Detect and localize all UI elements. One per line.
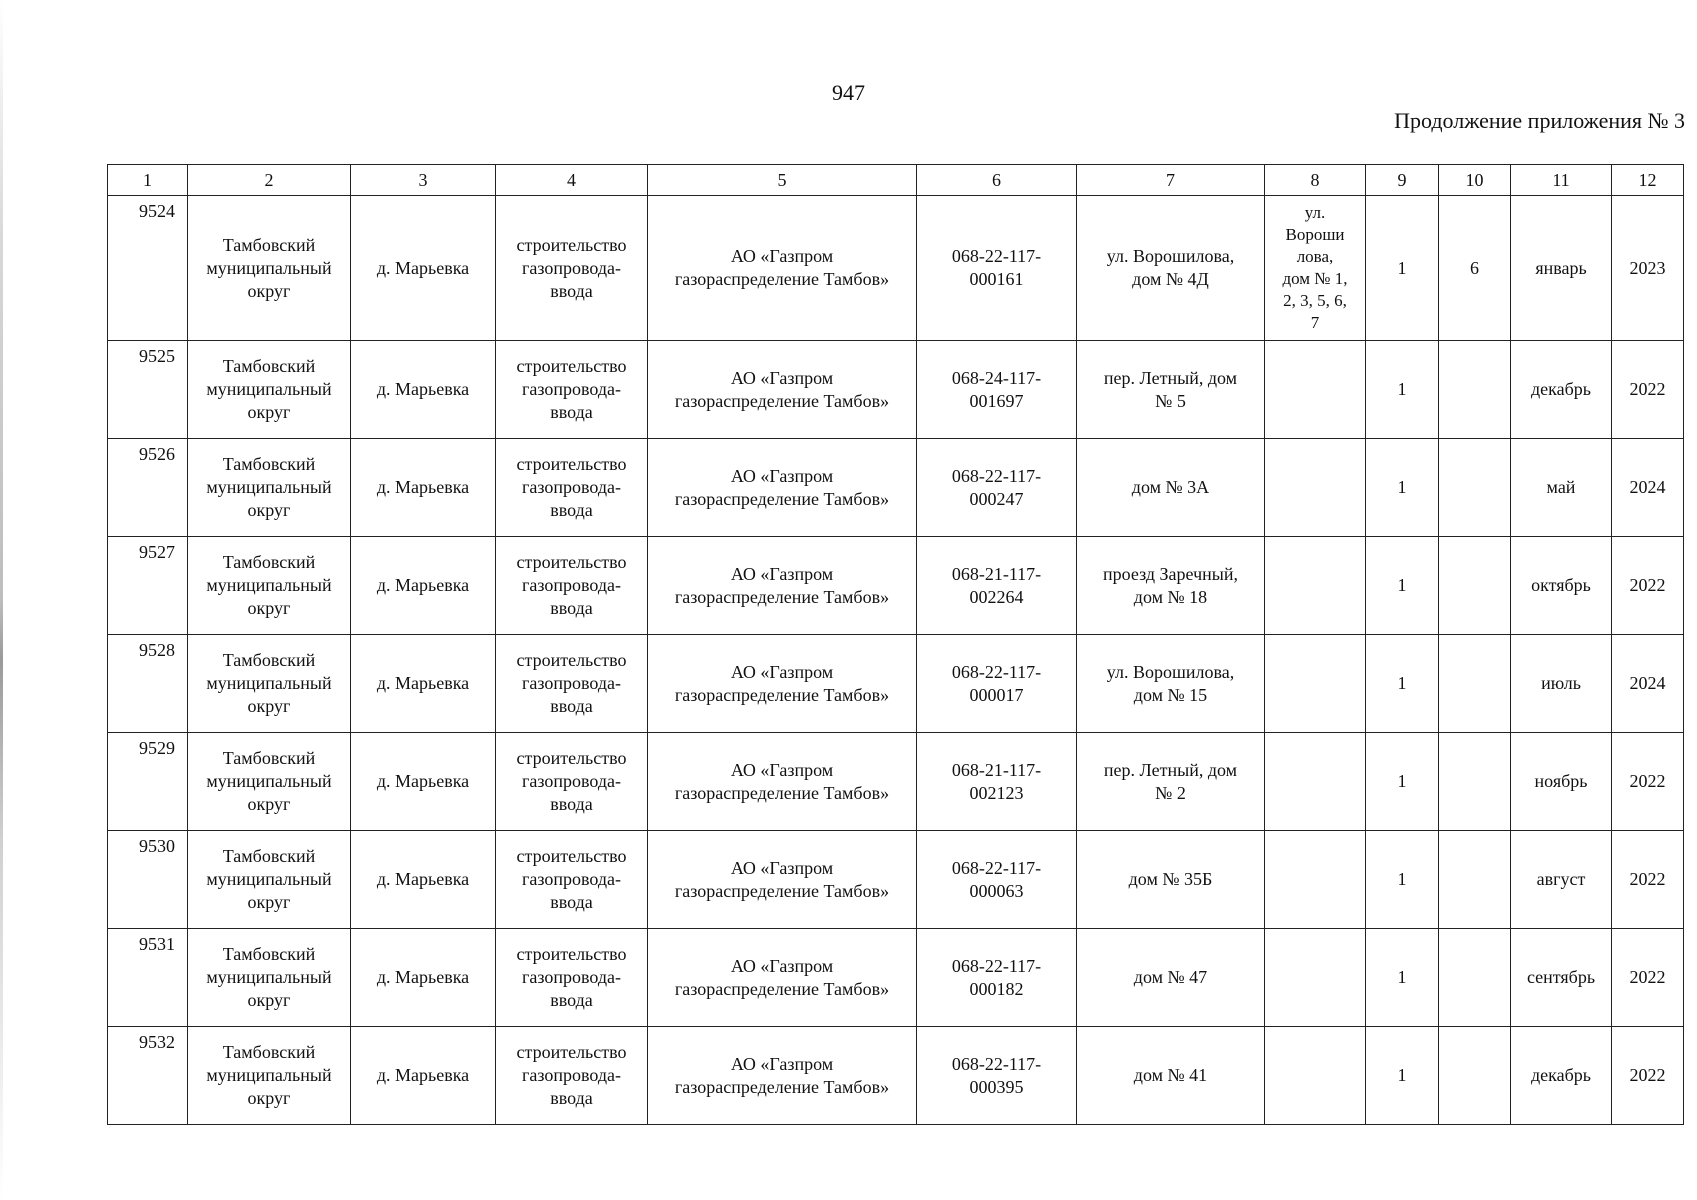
object-code-cell-line: 001697 xyxy=(969,390,1024,411)
column-9-cell: 1 xyxy=(1366,929,1439,1027)
column-8-cell xyxy=(1265,929,1366,1027)
district-cell-line: муниципальный xyxy=(206,967,332,987)
column-9-cell: 1 xyxy=(1366,341,1439,439)
district-cell xyxy=(188,635,351,733)
registry-table xyxy=(107,164,1684,1125)
column-8-cell-line: 7 xyxy=(1310,313,1320,332)
address-cell xyxy=(1077,439,1265,537)
district-cell xyxy=(188,439,351,537)
organization-cell xyxy=(648,929,917,1027)
district-cell-line: округ xyxy=(247,696,291,716)
work-type-cell-line: ввода xyxy=(550,500,593,520)
work-type-cell-line: строительство xyxy=(516,356,627,376)
organization-cell-line: АО «Газпром xyxy=(730,246,834,266)
locality-cell: д. Марьевка xyxy=(351,341,496,439)
organization-cell-line: газораспределение Тамбов» xyxy=(674,684,890,705)
work-type-cell xyxy=(496,341,648,439)
column-8-cell-line: дом № 1, xyxy=(1282,269,1348,288)
year-cell: 2022 xyxy=(1612,733,1684,831)
row-number: 9525 xyxy=(108,341,188,439)
object-code-cell-line: 068-22-117- xyxy=(951,1053,1042,1074)
column-header: 10 xyxy=(1439,165,1511,196)
locality-cell: д. Марьевка xyxy=(351,635,496,733)
work-type-cell xyxy=(496,733,648,831)
district-cell xyxy=(188,929,351,1027)
object-code-cell-line: 000247 xyxy=(969,488,1024,509)
column-9-cell: 1 xyxy=(1366,635,1439,733)
district-cell-line: округ xyxy=(247,500,291,520)
work-type-cell-line: газопровода- xyxy=(521,869,621,889)
organization-cell-line: газораспределение Тамбов» xyxy=(674,269,890,289)
district-cell-line: Тамбовский xyxy=(222,846,316,866)
district-cell-line: округ xyxy=(247,1088,291,1108)
district-cell-line: округ xyxy=(247,794,291,814)
address-cell xyxy=(1077,831,1265,929)
district-cell-line: муниципальный xyxy=(206,575,332,595)
object-code-cell xyxy=(917,537,1077,635)
table-row xyxy=(108,733,1684,831)
organization-cell-line: АО «Газпром xyxy=(730,661,834,682)
work-type-cell-line: ввода xyxy=(550,402,593,422)
column-8-cell-line: ул. xyxy=(1304,203,1326,222)
work-type-cell-line: ввода xyxy=(550,696,593,716)
table-body xyxy=(108,196,1684,1125)
locality-cell: д. Марьевка xyxy=(351,196,496,341)
organization-cell xyxy=(648,831,917,929)
column-header: 8 xyxy=(1265,165,1366,196)
district-cell-line: Тамбовский xyxy=(222,944,316,964)
column-9-cell: 1 xyxy=(1366,733,1439,831)
locality-cell: д. Марьевка xyxy=(351,537,496,635)
month-cell: январь xyxy=(1511,196,1612,341)
organization-cell-line: газораспределение Тамбов» xyxy=(674,390,890,411)
district-cell-line: муниципальный xyxy=(206,771,332,791)
column-header: 12 xyxy=(1612,165,1684,196)
work-type-cell-line: строительство xyxy=(516,552,627,572)
district-cell-line: муниципальный xyxy=(206,673,332,693)
column-9-cell: 1 xyxy=(1366,196,1439,341)
address-cell-line: ул. Ворошилова, xyxy=(1106,661,1235,682)
month-cell: декабрь xyxy=(1511,1027,1612,1125)
address-cell-line: дом № 18 xyxy=(1133,586,1208,607)
district-cell-line: Тамбовский xyxy=(222,234,316,255)
column-header: 9 xyxy=(1366,165,1439,196)
district-cell-line: муниципальный xyxy=(206,379,332,399)
organization-cell xyxy=(648,341,917,439)
address-cell-line: пер. Летный, дом xyxy=(1103,367,1238,388)
column-header: 7 xyxy=(1077,165,1265,196)
month-cell: октябрь xyxy=(1511,537,1612,635)
object-code-cell xyxy=(917,733,1077,831)
row-number: 9531 xyxy=(108,929,188,1027)
organization-cell xyxy=(648,196,917,341)
address-cell-line: дом № 15 xyxy=(1133,684,1208,705)
district-cell-line: муниципальный xyxy=(206,869,332,889)
table-row xyxy=(108,635,1684,733)
organization-cell-line: газораспределение Тамбов» xyxy=(674,1076,890,1097)
column-10-cell: 6 xyxy=(1439,196,1511,341)
column-10-cell xyxy=(1439,733,1511,831)
object-code-cell-line: 068-22-117- xyxy=(951,465,1042,486)
column-9-cell: 1 xyxy=(1366,439,1439,537)
address-cell-line: № 2 xyxy=(1155,782,1186,803)
year-cell: 2022 xyxy=(1612,341,1684,439)
district-cell-line: Тамбовский xyxy=(222,748,316,768)
district-cell-line: округ xyxy=(247,990,291,1010)
column-10-cell xyxy=(1439,831,1511,929)
work-type-cell-line: строительство xyxy=(516,234,627,255)
district-cell-line: муниципальный xyxy=(206,257,332,278)
object-code-cell-line: 000395 xyxy=(969,1076,1024,1097)
column-9-cell: 1 xyxy=(1366,537,1439,635)
object-code-cell-line: 068-22-117- xyxy=(951,661,1042,682)
address-cell xyxy=(1077,929,1265,1027)
column-header: 5 xyxy=(648,165,917,196)
district-cell-line: муниципальный xyxy=(206,477,332,497)
address-cell-line: ул. Ворошилова, xyxy=(1106,246,1235,266)
organization-cell-line: газораспределение Тамбов» xyxy=(674,978,890,999)
district-cell-line: округ xyxy=(247,892,291,912)
work-type-cell-line: ввода xyxy=(550,794,593,814)
table-row xyxy=(108,929,1684,1027)
month-cell: ноябрь xyxy=(1511,733,1612,831)
work-type-cell-line: ввода xyxy=(550,1088,593,1108)
address-cell xyxy=(1077,733,1265,831)
object-code-cell-line: 000161 xyxy=(969,269,1024,289)
year-cell: 2023 xyxy=(1612,196,1684,341)
object-code-cell-line: 000063 xyxy=(969,880,1024,901)
work-type-cell-line: ввода xyxy=(550,892,593,912)
table-row xyxy=(108,1027,1684,1125)
column-9-cell: 1 xyxy=(1366,1027,1439,1125)
address-cell xyxy=(1077,635,1265,733)
year-cell: 2022 xyxy=(1612,1027,1684,1125)
table-row xyxy=(108,341,1684,439)
organization-cell-line: газораспределение Тамбов» xyxy=(674,782,890,803)
organization-cell-line: газораспределение Тамбов» xyxy=(674,586,890,607)
organization-cell xyxy=(648,635,917,733)
work-type-cell-line: газопровода- xyxy=(521,673,621,693)
column-8-cell xyxy=(1265,733,1366,831)
column-header: 6 xyxy=(917,165,1077,196)
district-cell-line: Тамбовский xyxy=(222,454,316,474)
column-8-cell xyxy=(1265,439,1366,537)
address-cell-line: пер. Летный, дом xyxy=(1103,759,1238,780)
organization-cell-line: АО «Газпром xyxy=(730,1053,834,1074)
object-code-cell-line: 068-21-117- xyxy=(951,563,1042,584)
work-type-cell-line: строительство xyxy=(516,846,627,866)
year-cell: 2024 xyxy=(1612,635,1684,733)
column-10-cell xyxy=(1439,635,1511,733)
address-cell xyxy=(1077,196,1265,341)
month-cell: сентябрь xyxy=(1511,929,1612,1027)
column-header: 4 xyxy=(496,165,648,196)
page-number: 947 xyxy=(832,80,865,105)
address-cell-line: дом № 4Д xyxy=(1132,269,1209,289)
work-type-cell-line: газопровода- xyxy=(521,771,621,791)
locality-cell: д. Марьевка xyxy=(351,929,496,1027)
address-cell xyxy=(1077,341,1265,439)
district-cell xyxy=(188,733,351,831)
column-8-cell xyxy=(1265,1027,1366,1125)
work-type-cell xyxy=(496,831,648,929)
work-type-cell-line: газопровода- xyxy=(521,257,621,278)
district-cell xyxy=(188,1027,351,1125)
object-code-cell xyxy=(917,439,1077,537)
organization-cell xyxy=(648,439,917,537)
organization-cell-line: АО «Газпром xyxy=(730,955,834,976)
month-cell: июль xyxy=(1511,635,1612,733)
object-code-cell xyxy=(917,1027,1077,1125)
object-code-cell-line: 002264 xyxy=(969,586,1024,607)
object-code-cell-line: 068-22-117- xyxy=(951,857,1042,878)
object-code-cell xyxy=(917,831,1077,929)
work-type-cell-line: газопровода- xyxy=(521,575,621,595)
column-9-cell: 1 xyxy=(1366,831,1439,929)
work-type-cell xyxy=(496,196,648,341)
work-type-cell-line: строительство xyxy=(516,1042,627,1062)
district-cell xyxy=(188,196,351,341)
locality-cell: д. Марьевка xyxy=(351,831,496,929)
work-type-cell-line: газопровода- xyxy=(521,477,621,497)
work-type-cell-line: строительство xyxy=(516,454,627,474)
work-type-cell xyxy=(496,439,648,537)
object-code-cell-line: 002123 xyxy=(969,782,1024,803)
district-cell-line: округ xyxy=(247,402,291,422)
column-header: 11 xyxy=(1511,165,1612,196)
organization-cell xyxy=(648,1027,917,1125)
object-code-cell xyxy=(917,635,1077,733)
month-cell: август xyxy=(1511,831,1612,929)
column-10-cell xyxy=(1439,1027,1511,1125)
column-8-cell xyxy=(1265,341,1366,439)
column-8-cell xyxy=(1265,196,1366,341)
object-code-cell xyxy=(917,929,1077,1027)
row-number: 9524 xyxy=(108,196,188,341)
locality-cell: д. Марьевка xyxy=(351,733,496,831)
object-code-cell-line: 068-22-117- xyxy=(951,246,1042,266)
address-cell-line: дом № 41 xyxy=(1133,1065,1208,1085)
work-type-cell-line: газопровода- xyxy=(521,967,621,987)
district-cell-line: Тамбовский xyxy=(222,356,316,376)
column-10-cell xyxy=(1439,537,1511,635)
row-number: 9528 xyxy=(108,635,188,733)
address-cell-line: дом № 3А xyxy=(1131,477,1210,497)
object-code-cell-line: 000017 xyxy=(969,684,1024,705)
work-type-cell-line: строительство xyxy=(516,748,627,768)
row-number: 9532 xyxy=(108,1027,188,1125)
year-cell: 2022 xyxy=(1612,537,1684,635)
district-cell-line: Тамбовский xyxy=(222,1042,316,1062)
object-code-cell-line: 000182 xyxy=(969,978,1024,999)
table-row xyxy=(108,196,1684,341)
year-cell: 2022 xyxy=(1612,831,1684,929)
organization-cell xyxy=(648,537,917,635)
organization-cell-line: АО «Газпром xyxy=(730,367,834,388)
address-cell xyxy=(1077,1027,1265,1125)
organization-cell-line: газораспределение Тамбов» xyxy=(674,880,890,901)
column-8-cell xyxy=(1265,635,1366,733)
district-cell xyxy=(188,341,351,439)
column-8-cell xyxy=(1265,831,1366,929)
organization-cell-line: АО «Газпром xyxy=(730,857,834,878)
organization-cell-line: АО «Газпром xyxy=(730,563,834,584)
year-cell: 2024 xyxy=(1612,439,1684,537)
header-row xyxy=(108,165,1684,196)
work-type-cell xyxy=(496,537,648,635)
work-type-cell xyxy=(496,1027,648,1125)
column-header: 2 xyxy=(188,165,351,196)
organization-cell-line: АО «Газпром xyxy=(730,465,834,486)
address-cell-line: дом № 47 xyxy=(1133,967,1208,987)
district-cell-line: округ xyxy=(247,598,291,618)
column-10-cell xyxy=(1439,929,1511,1027)
month-cell: май xyxy=(1511,439,1612,537)
work-type-cell-line: ввода xyxy=(550,990,593,1010)
district-cell-line: Тамбовский xyxy=(222,552,316,572)
object-code-cell-line: 068-22-117- xyxy=(951,955,1042,976)
work-type-cell xyxy=(496,929,648,1027)
work-type-cell-line: газопровода- xyxy=(521,379,621,399)
column-8-cell xyxy=(1265,537,1366,635)
address-cell-line: дом № 35Б xyxy=(1128,869,1213,889)
district-cell xyxy=(188,537,351,635)
district-cell xyxy=(188,831,351,929)
district-cell-line: муниципальный xyxy=(206,1065,332,1085)
address-cell xyxy=(1077,537,1265,635)
work-type-cell xyxy=(496,635,648,733)
address-cell-line: проезд Заречный, xyxy=(1103,563,1238,584)
row-number: 9529 xyxy=(108,733,188,831)
row-number: 9527 xyxy=(108,537,188,635)
row-number: 9530 xyxy=(108,831,188,929)
object-code-cell xyxy=(917,196,1077,341)
object-code-cell xyxy=(917,341,1077,439)
locality-cell: д. Марьевка xyxy=(351,439,496,537)
district-cell-line: Тамбовский xyxy=(222,650,316,670)
year-cell: 2022 xyxy=(1612,929,1684,1027)
row-number: 9526 xyxy=(108,439,188,537)
table-row xyxy=(108,439,1684,537)
column-10-cell xyxy=(1439,341,1511,439)
table-row xyxy=(108,537,1684,635)
work-type-cell-line: газопровода- xyxy=(521,1065,621,1085)
column-8-cell-line: 2, 3, 5, 6, xyxy=(1283,291,1347,310)
organization-cell-line: газораспределение Тамбов» xyxy=(674,488,890,509)
appendix-note: Продолжение приложения № 3 xyxy=(1394,108,1685,133)
work-type-cell-line: ввода xyxy=(550,280,593,301)
column-8-cell-line: лова, xyxy=(1296,247,1334,266)
column-8-cell-line: Вороши xyxy=(1285,225,1345,244)
column-header: 1 xyxy=(108,165,188,196)
month-cell: декабрь xyxy=(1511,341,1612,439)
locality-cell: д. Марьевка xyxy=(351,1027,496,1125)
work-type-cell-line: ввода xyxy=(550,598,593,618)
work-type-cell-line: строительство xyxy=(516,650,627,670)
work-type-cell-line: строительство xyxy=(516,944,627,964)
object-code-cell-line: 068-21-117- xyxy=(951,759,1042,780)
scan-edge xyxy=(0,0,3,1200)
column-header: 3 xyxy=(351,165,496,196)
organization-cell xyxy=(648,733,917,831)
address-cell-line: № 5 xyxy=(1155,390,1186,411)
table-row xyxy=(108,831,1684,929)
object-code-cell-line: 068-24-117- xyxy=(951,367,1042,388)
district-cell-line: округ xyxy=(247,280,291,301)
column-10-cell xyxy=(1439,439,1511,537)
organization-cell-line: АО «Газпром xyxy=(730,759,834,780)
